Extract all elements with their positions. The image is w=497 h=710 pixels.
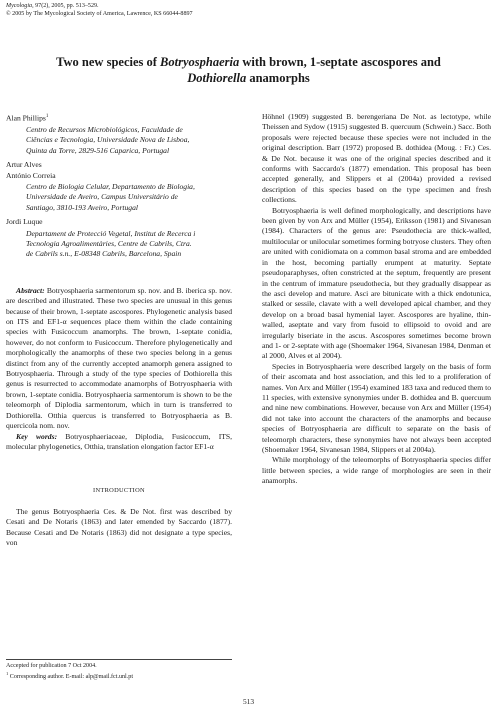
corresponding-author: $^1$ Corresponding author. E-mail: alp@mail.fct.unl.pt [6, 671, 134, 681]
abstract-label: Abstract: [16, 285, 45, 295]
accepted-date: Accepted for publication 7 Oct 2004. [6, 663, 97, 669]
body-paragraph: Species in Botryosphaeria were described largely on the basis of form of their ascomata and host association, and this led to a proliferation of names. Von Arx and Müller (1954) examined 183 taxa and reduced them to 11 species, with extensive synonymies under B. dothidea and B. quercuum and nine new combinations. However, because von Arx and Müller (1954) did not take into account the characters of the anamorphs and because species of Botryosphaeria are difficult to separate on the basis of teleomorph characters, these synonymies have not always been accepted (Shoemaker 1964, Sivanesan 1984, Slippers et al 2004a). [262, 361, 491, 454]
body-paragraph: Höhnel (1909) suggested B. berengeriana De Not. as lectotype, while Theissen and Sydow (1915) suggested B. quercuum (Schwein.) Sacc. Both proposals were rejected because these species were not included in the original description. Barr (1972) proposed B. dothidea (Moug. : Fr.) Ces. & De Not. because it was one of the original species described and it conforms with Saccardo's (1877) emendation. This proposal has been accepted generally, and Slippers et al (2004a) provided a revised description of this species based on the type specimen and fresh collections. [262, 112, 491, 205]
page-number: 513 [242, 697, 255, 706]
keywords-text: Botryosphaeriaceae, Diplodia, Fusicoccum, ITS, molecular phylogenetics, Otthia, translation elongation factor EF1-α [6, 431, 232, 451]
body-paragraph: While morphology of the teleomorphs of Botryosphaeria species differ little between species, a wide range of morphologies are seen in their anamorphs. [262, 455, 491, 486]
author-affiliation: Centro de Recursos Microbiológicos, Faculdade de Ciências e Tecnologia, Universidade Nova de Lisboa, Quinta da Torre, 2829-516 Caparica, Portugal [26, 124, 190, 155]
keywords-label: Key words: [16, 431, 58, 441]
copyright-line: © 2005 by The Mycological Society of America, Lawrence, KS 66044-8897 [6, 11, 193, 17]
author-block [6, 112, 232, 260]
author-name: Jordi Luque [6, 217, 43, 227]
abstract-text: Botryosphaeria sarmentorum sp. nov. and B. iberica sp. nov. are described and illustrated. These two species are unusual in this genus because of their brown, 1-septate ascospores. Phylogenetic analysis based on ITS and EF1-α sequences place them within the clade containing species with Fusicoccum anamorphs. The brown, 1-septate conidia, however, do not conform to Fusicoccum. Therefore phylogenetically and morphologically the anamorphs of these two species belong in a genus distinct from any of the currently accepted anamorph genera assigned to Botryosphaeria. Through a study of the type species of Dothiorella this genus is resurrected to accommodate anamorphs of Botryosphaeria with brown, 1-septate conidia. Botryosphaeria sarmentorum is shown to be the teleomorph of Diplodia sarmentorum, which in turn is transferred to Dothiorella. Otthia quercus is transferred to Botryosphaeria as B. quercicola nom. nov. [6, 285, 232, 431]
journal-name: Mycologia [6, 3, 33, 9]
body-paragraph: Botryosphaeria is well defined morphologically, and descriptions have been given by von Arx and Müller (1954), Eriksson (1981) and Sivanesan (1984). Characters of the genus are: Pseudothecia are thick-walled, multilocular or unilocular sometimes forming botryose clusters. They often are united with conidiomata on a common basal stroma and are embedded in the host, becoming partially erumpent at maturity. Septate pseudoparaphyses, often constricted at the septum, frequently are present in the centrum of immature pseudothecia, but they gradually disappear as the asci develop and mature. Asci are bitunicate with a thick endotunica, stalked or sessile, clavate with a well developed apical chamber, and they develop on a broad basal hymenial layer. Ascospores are hyaline, thin-walled, aseptate and vary from fusoid to ellipsoid to ovoid and are irregularly biseriate in the ascus. Ascospores sometimes become brown and 1- or 2-septate with age (Shoemaker 1964, Sivanesan 1984, Denman et al 2000, Alves et al 2004). [262, 205, 491, 361]
author-name: António Correia [6, 170, 56, 180]
author-name: Artur Alves [6, 160, 42, 170]
right-column [262, 112, 491, 487]
abstract [6, 286, 232, 432]
running-header [6, 2, 193, 18]
left-column [6, 112, 232, 548]
author-name: Alan Phillips$^1$ [6, 113, 49, 123]
footnotes [6, 659, 232, 681]
keywords [6, 432, 232, 453]
body-paragraph: The genus Botryosphaeria Ces. & De Not. first was described by Cesati and De Notaris (1863) and later emended by Saccardo (1877). Because Cesati and De Notaris (1863) did not designate a type species, von [6, 506, 232, 547]
citation-info: , 97(2), 2005, pp. 513–529. [32, 3, 99, 9]
section-heading: INTRODUCTION [93, 487, 145, 495]
article-title: Two new species of Botryosphaeria with brown, 1-septate ascospores and Dothiorella anamorphs [56, 55, 441, 85]
author-affiliation: Centro de Biologia Celular, Departamento de Biologia, Universidade de Aveiro, Campus Universitário de Santiago, 3810-193 Aveiro, Portugal [26, 181, 195, 212]
author-affiliation: Departament de Protecció Vegetal, Institut de Recerca i Tecnologia Agroalimentàries, Centre de Cabrils, Ctra. de Cabrils s.n., E-08348 Cabrils, Barcelona, Spain [26, 228, 196, 259]
